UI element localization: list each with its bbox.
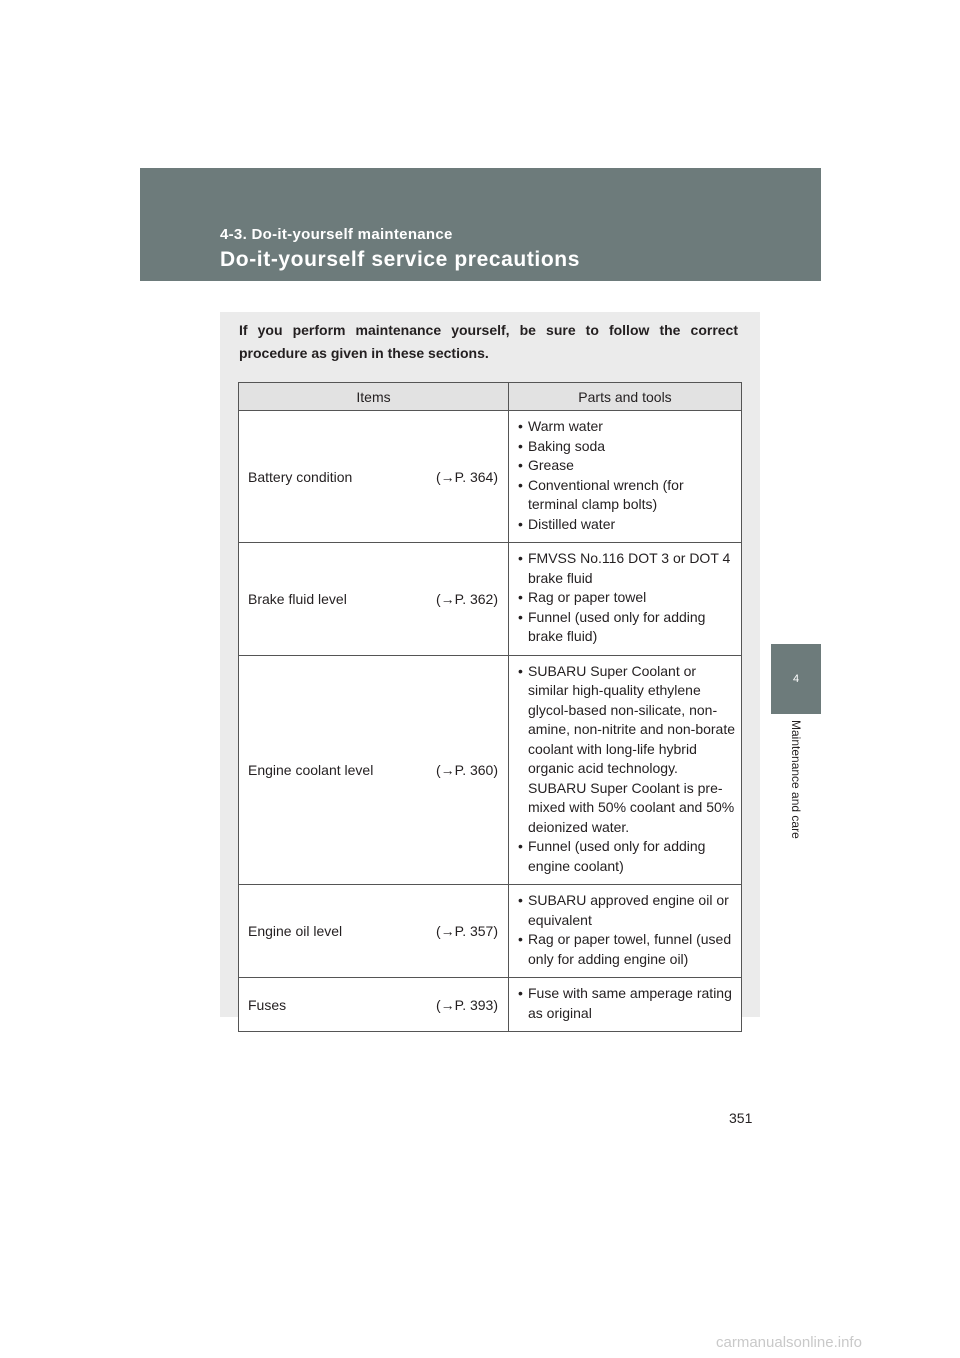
list-item: • Conventional wrench (for terminal clamp bolts) (518, 476, 737, 515)
item-cell (239, 411, 509, 543)
item-cell (239, 543, 509, 656)
item-name: Brake fluid level (248, 590, 347, 607)
page-reference-link[interactable]: (→P. 357) (436, 923, 498, 939)
list-item: • Funnel (used only for adding brake fluid) (518, 608, 737, 647)
item-cell-content (248, 591, 498, 607)
parts-cell (509, 411, 742, 543)
page-title: Do-it-yourself service precautions (220, 248, 580, 271)
list-item: • Grease (518, 456, 737, 476)
table-header-row (239, 383, 742, 411)
parts-list (518, 891, 737, 969)
list-item: • Fuse with same amperage rating as original (518, 984, 737, 1023)
page-reference-link[interactable]: (→P. 364) (436, 468, 498, 485)
list-item: • Rag or paper towel, funnel (used only for adding engine oil) (518, 930, 737, 969)
list-item: • SUBARU Super Coolant or similar high-quality ethylene glycol-based non-silicate, non-amine, non-nitrite and non-borate coolant with long-life hybrid organic acid technology. SUBARU Super Coolant is pre-mixed with 50% coolant and 50% deionized water. (518, 662, 737, 838)
list-item: • Rag or paper towel (518, 588, 737, 608)
table-row (239, 978, 742, 1032)
page-reference-link[interactable]: (→P. 360) (436, 761, 498, 778)
parts-list (518, 984, 737, 1023)
parts-list (518, 417, 737, 534)
page-reference-link[interactable]: (→P. 362) (436, 590, 498, 607)
chapter-label (771, 720, 821, 870)
item-cell (239, 885, 509, 978)
table-row (239, 655, 742, 885)
table-body (239, 411, 742, 1032)
list-item: • Funnel (used only for adding engine coolant) (518, 837, 737, 876)
item-cell-content (248, 997, 498, 1013)
parts-list (518, 662, 737, 877)
col-header-items: Items (239, 383, 509, 411)
item-name: Engine coolant level (248, 761, 374, 778)
page-number: 351 (729, 1110, 753, 1126)
watermark: carmanualsonline.info (716, 1334, 862, 1351)
table-row (239, 885, 742, 978)
parts-list (518, 549, 737, 647)
table-row (239, 543, 742, 656)
item-cell-content (248, 469, 498, 485)
parts-cell (509, 978, 742, 1032)
list-item: • FMVSS No.116 DOT 3 or DOT 4 brake fluid (518, 549, 737, 588)
item-cell-content (248, 762, 498, 778)
table-row (239, 411, 742, 543)
intro-text: If you perform maintenance yourself, be sure to follow the correct procedure as given in these sections. (239, 322, 738, 361)
item-cell (239, 655, 509, 885)
item-name: Battery condition (248, 468, 353, 485)
maintenance-table (238, 382, 742, 1032)
item-name: Fuses (248, 996, 287, 1013)
list-item: • Warm water (518, 417, 737, 437)
section-header (140, 168, 821, 281)
chapter-tab: 4 (771, 644, 821, 714)
content-panel (220, 312, 760, 1021)
list-item: • SUBARU approved engine oil or equivalent (518, 891, 737, 930)
item-cell-content (248, 923, 498, 939)
page-reference-link[interactable]: (→P. 393) (436, 996, 498, 1013)
list-item: • Baking soda (518, 437, 737, 457)
parts-cell (509, 885, 742, 978)
item-cell (239, 978, 509, 1032)
item-name: Engine oil level (248, 923, 343, 939)
section-label: 4-3. Do-it-yourself maintenance (220, 226, 453, 243)
col-header-parts: Parts and tools (509, 383, 742, 411)
parts-cell (509, 543, 742, 656)
list-item: • Distilled water (518, 515, 737, 535)
parts-cell (509, 655, 742, 885)
chapter-label-text: Maintenance and care (789, 720, 803, 839)
